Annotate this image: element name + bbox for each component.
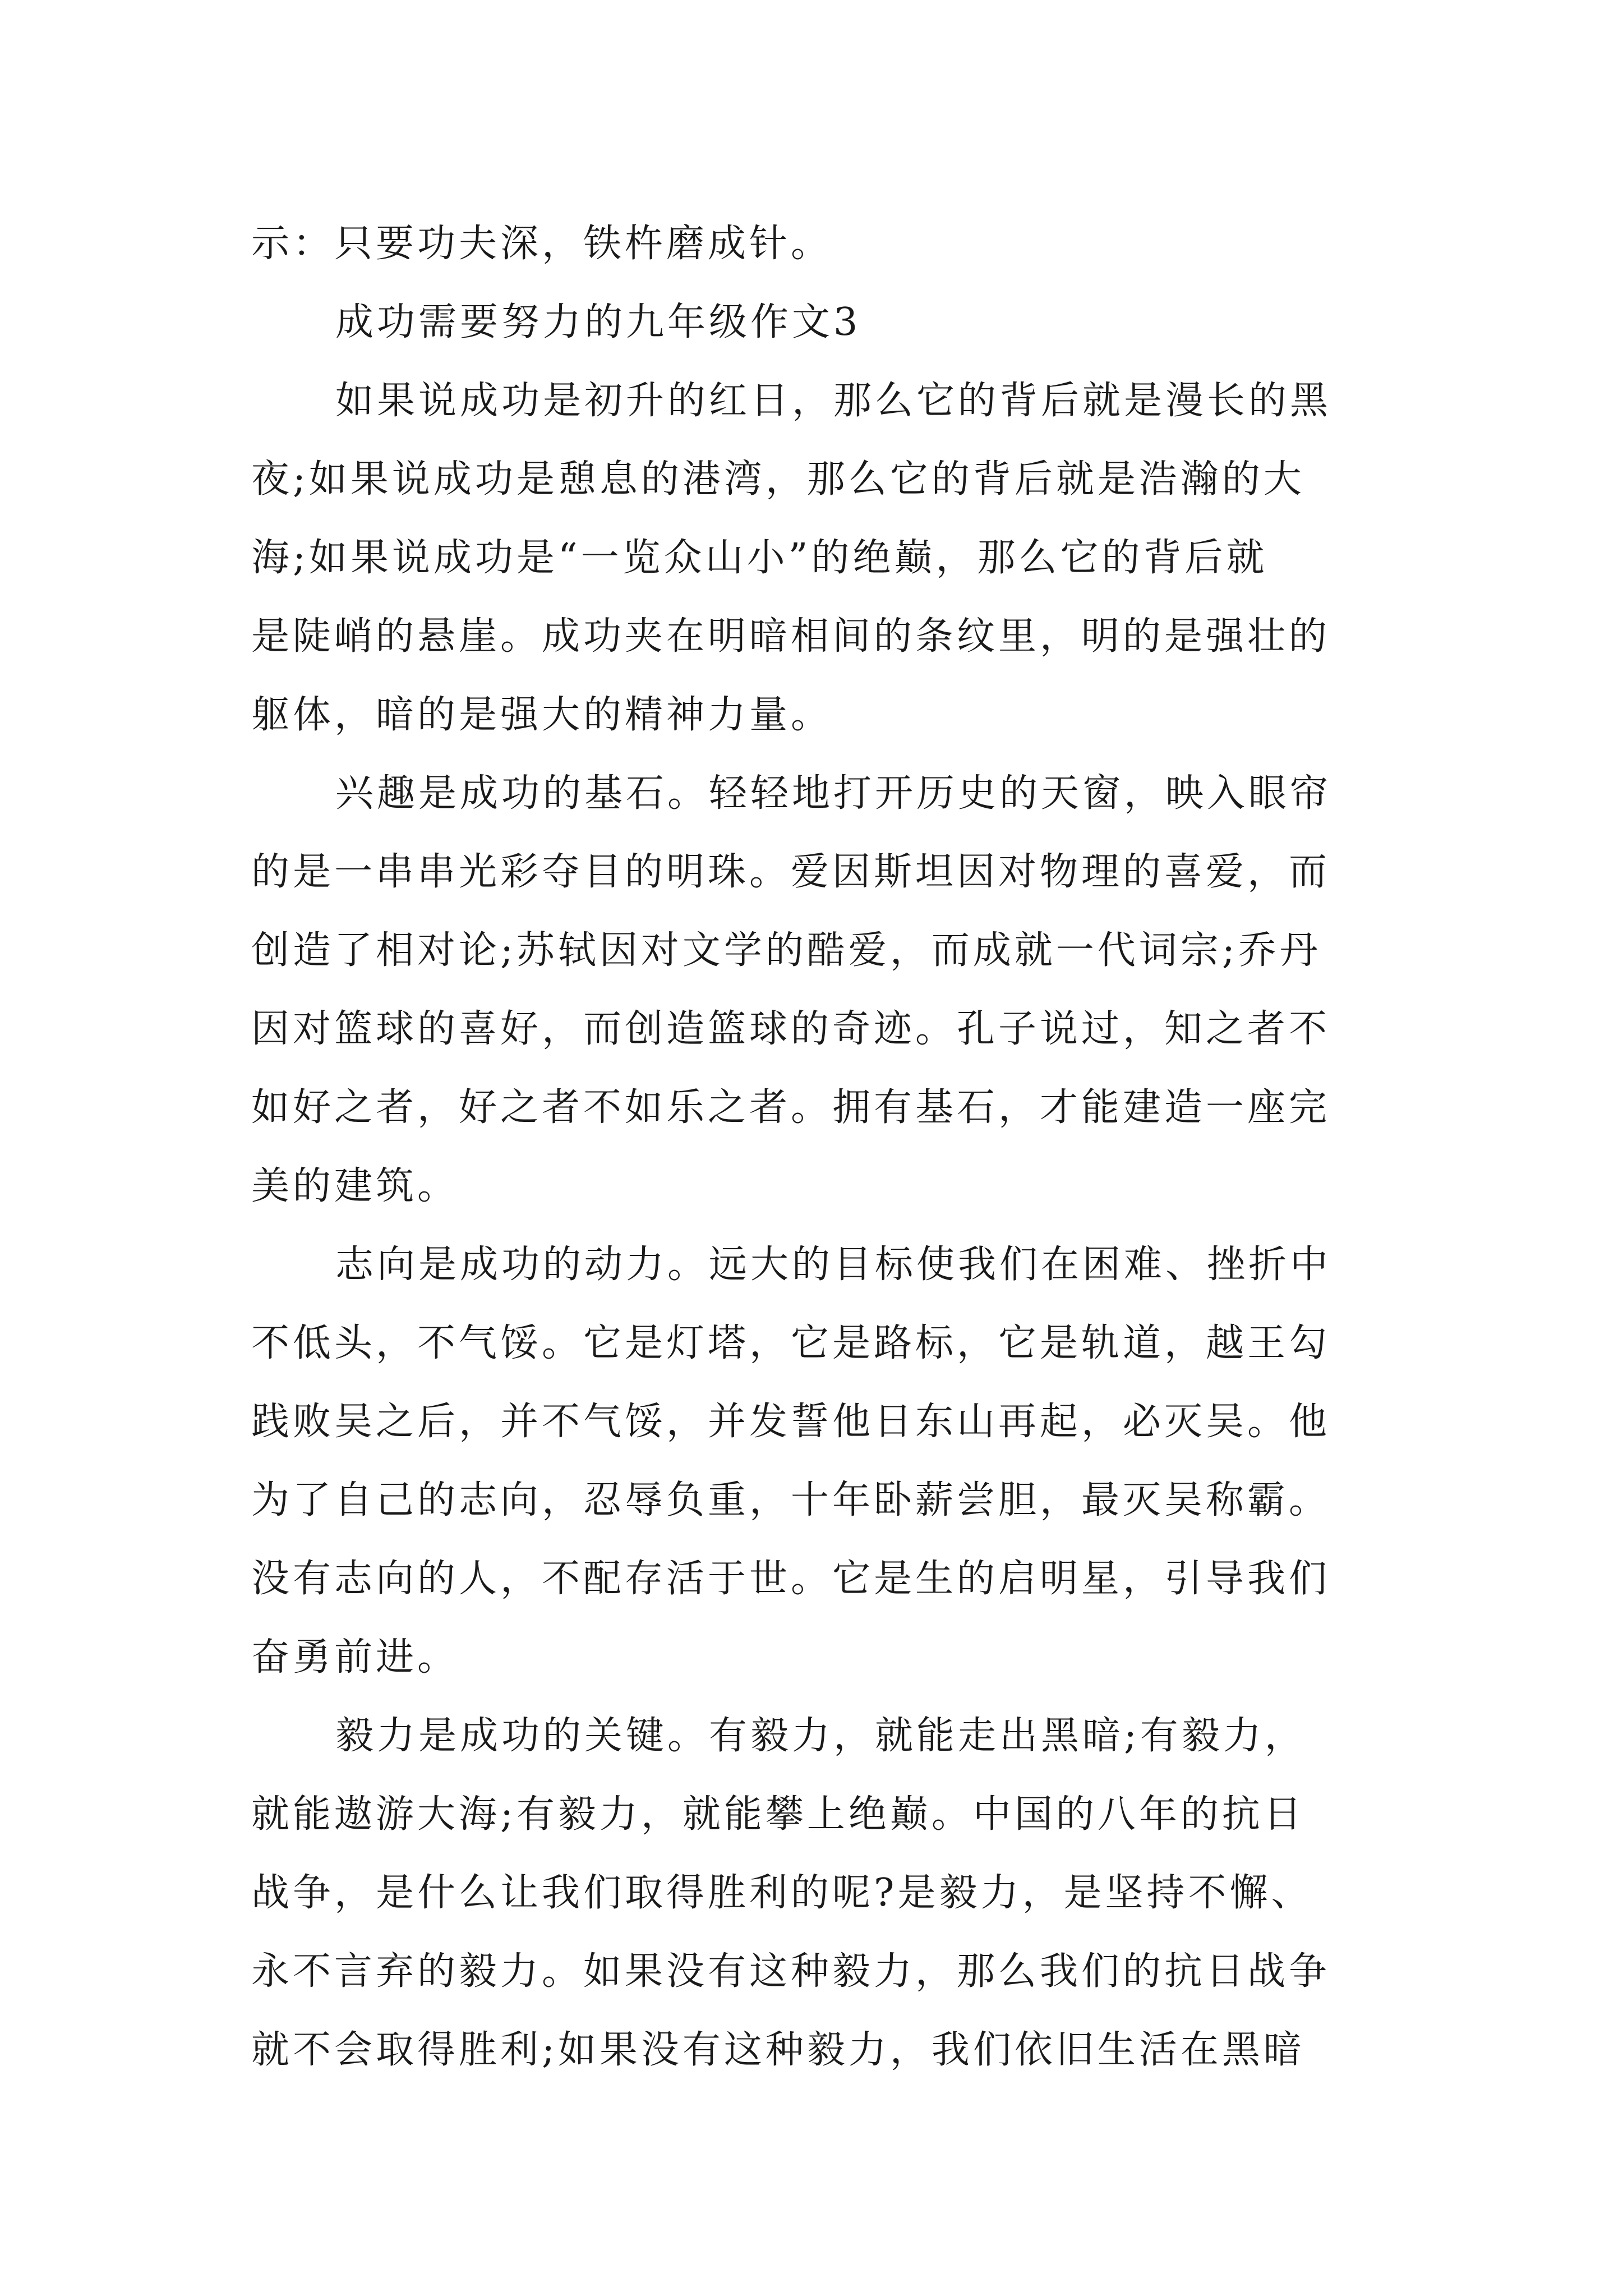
text-line: 毅力是成功的关键。有毅力，就能走出黑暗;有毅力， <box>335 1714 1306 1758</box>
text-line: 创造了相对论;苏轼因对文学的酷爱，而成就一代词宗;乔丹 <box>251 928 1321 973</box>
text-line: 因对篮球的喜好，而创造篮球的奇迹。孔子说过，知之者不 <box>251 1007 1331 1051</box>
text-line: 的是一串串光彩夺目的明珠。爱因斯坦因对物理的喜爱，而 <box>251 850 1331 894</box>
text-line: 兴趣是成功的基石。轻轻地打开历史的天窗，映入眼帘 <box>335 771 1332 816</box>
text-line: 践败吴之后，并不气馁，并发誓他日东山再起，必灭吴。他 <box>251 1400 1331 1444</box>
text-line: 示：只要功夫深，铁杵磨成针。 <box>251 222 833 266</box>
text-line: 如好之者，好之者不如乐之者。拥有基石，才能建造一座完 <box>251 1085 1331 1130</box>
text-line: 为了自己的志向，忍辱负重，十年卧薪尝胆，最灭吴称霸。 <box>251 1478 1331 1522</box>
text-line: 躯体，暗的是强大的精神力量。 <box>251 693 833 737</box>
text-line: 海;如果说成功是“一览众山小”的绝巅，那么它的背后就 <box>251 536 1268 580</box>
essay-title: 成功需要努力的九年级作文3 <box>335 300 861 344</box>
text-line: 夜;如果说成功是憩息的港湾，那么它的背后就是浩瀚的大 <box>251 457 1305 501</box>
text-line: 就能遨游大海;有毅力，就能攀上绝巅。中国的八年的抗日 <box>251 1792 1305 1837</box>
text-line: 战争，是什么让我们取得胜利的呢?是毅力，是坚持不懈、 <box>251 1871 1313 1915</box>
text-line: 不低头，不气馁。它是灯塔，它是路标，它是轨道，越王勾 <box>251 1321 1331 1365</box>
text-line: 是陡峭的悬崖。成功夹在明暗相间的条纹里，明的是强壮的 <box>251 614 1331 659</box>
text-line: 志向是成功的动力。远大的目标使我们在困难、挫折中 <box>335 1243 1332 1287</box>
text-line: 如果说成功是初升的红日，那么它的背后就是漫长的黑 <box>335 379 1332 423</box>
text-line: 就不会取得胜利;如果没有这种毅力，我们依旧生活在黑暗 <box>251 2028 1305 2072</box>
text-line: 永不言弃的毅力。如果没有这种毅力，那么我们的抗日战争 <box>251 1949 1331 1994</box>
text-line: 奋勇前进。 <box>251 1635 459 1680</box>
text-line: 没有志向的人，不配存活于世。它是生的启明星，引导我们 <box>251 1557 1331 1601</box>
text-line: 美的建筑。 <box>251 1164 459 1208</box>
